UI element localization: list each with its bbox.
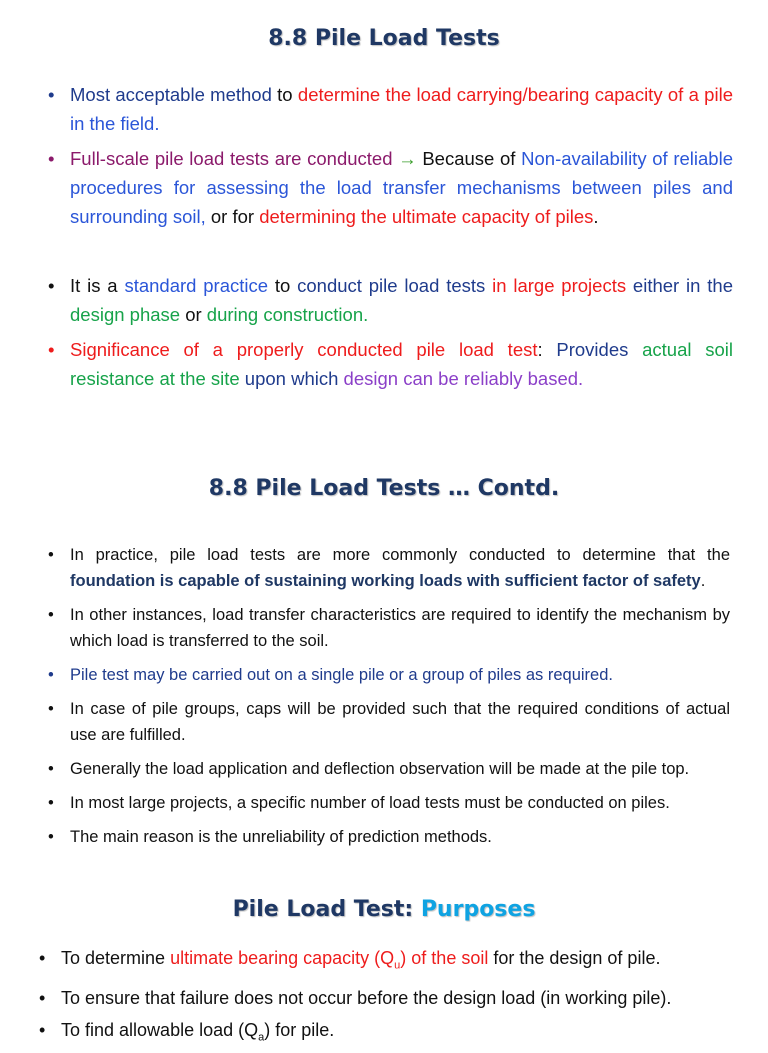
bullet-text-segment: design phase [70,304,181,325]
bullet-dot-icon: • [48,794,54,812]
bullet-dot-icon: • [48,546,54,564]
bullet-text-segment: in large projects [485,275,627,296]
bullet-item [48,271,733,329]
bullet-dot-icon: • [48,606,54,624]
slide-3-title-main: Pile Load Test: [232,897,421,922]
bullet-text-segment: determine the load carrying/bearing capacity of a pile [297,84,733,105]
bullet-item [48,662,730,688]
bullet-text-segment: In case of pile groups, caps will be provided such that the required conditions of actual use are fulfilled. [70,700,730,744]
bullet-text-segment: Pile test may be carried out on a single pile or a group of piles as required. [70,666,613,684]
bullet-text-segment: In practice, pile load tests are more commonly conducted to determine that the [70,546,730,564]
bullet-text-segment: in the field. [70,113,160,134]
bullet-item [48,756,730,782]
bullet-dot-icon: • [48,700,54,718]
bullet-dot-icon: • [39,1019,46,1040]
bullet-dot-icon: • [48,666,54,684]
bullet-item [48,824,730,850]
bullet-item [48,696,730,748]
bullet-dot-icon: • [48,339,55,360]
bullet-text-segment: upon which [239,368,344,389]
bullet-text-segment: conduct pile load tests [297,275,486,296]
bullet-text-segment: either in the [626,275,733,296]
bullet-text-segment: Because of [416,148,522,169]
bullet-text-segment: Generally the load application and deflection observation will be made at the pile top. [70,760,690,778]
bullet-text-segment: Non-availability of reliable procedures for assessing the load transfer mechanisms between piles and surrounding soil, [70,148,733,227]
bullet-dot-icon: • [48,760,54,778]
slide-3-title-accent: Purposes [420,897,536,922]
bullet-item [48,144,733,231]
bullet-text-segment: To find allowable load (Q [61,1019,259,1040]
slide-1-title: 8.8 Pile Load Tests [268,26,500,51]
bullet-text-segment: a [258,1031,265,1044]
bullet-text-segment: ) of the soil [400,948,489,968]
bullet-text-segment: Full-scale pile load tests are conducted [70,148,399,169]
bullet-text-segment: To ensure that failure does not occur before the design load (in working pile). [61,987,672,1008]
bullet-dot-icon: • [48,275,55,296]
bullet-item [48,542,730,594]
bullet-item [48,80,733,138]
slide-2-title: 8.8 Pile Load Tests … Contd. [208,476,560,501]
bullet-dot-icon: • [48,148,55,169]
bullet-dot-icon: • [48,828,54,846]
bullet-text-segment: ) for pile. [264,1019,335,1040]
bullet-text-segment: To determine [61,948,171,968]
bullet-dot-icon: • [48,84,55,105]
bullet-dot-icon: • [39,987,46,1008]
bullet-text-segment: determining the ultimate capacity of piles [259,206,594,227]
bullet-text-segment: to [268,275,298,296]
bullet-text-segment: In most large projects, a specific number of load tests must be conducted on piles. [70,794,670,812]
bullet-text-segment: The main reason is the unreliability of prediction methods. [70,828,492,846]
bullet-text-segment: Significance of a properly conducted pile load test [70,339,538,360]
bullet-item [39,942,741,982]
bullet-text-segment: during construction. [206,304,369,325]
bullet-text-segment: . [700,572,706,590]
slide-2-bullet-list [48,542,730,858]
slide-3-bullet-list [39,942,741,1053]
bullet-item [39,1014,741,1053]
bullet-text-segment: Provides [556,339,643,360]
bullet-dot-icon: • [39,948,46,968]
bullet-text-segment: design can be reliably based. [343,368,584,389]
bullet-text-segment: for the design of pile. [488,948,661,968]
bullet-text-segment: or [180,304,207,325]
bullet-item [48,602,730,654]
bullet-text-segment: : [537,339,557,360]
bullet-text-segment: . [593,206,599,227]
bullet-item [48,335,733,393]
bullet-text-segment: It is a [70,275,125,296]
bullet-text-segment: foundation is capable of sustaining working loads with sufficient factor of safety [70,572,701,590]
bullet-text-segment: In other instances, load transfer characteristics are required to identify the mechanism by which load is transferred to the soil. [70,606,730,650]
bullet-text-segment: to [271,84,298,105]
bullet-item [39,982,741,1014]
bullet-text-segment: actual soil resistance at the site [70,339,733,389]
bullet-text-segment: standard practice [124,275,269,296]
slide-1-bullet-list [48,80,733,399]
bullet-text-segment: → [398,148,417,169]
slide-3-title [0,897,768,922]
bullet-item [48,790,730,816]
bullet-text-segment: ultimate bearing capacity (Q [170,948,395,968]
bullet-text-segment: or for [205,206,260,227]
bullet-text-segment: u [394,959,401,972]
bullet-text-segment: Most acceptable method [70,84,272,105]
